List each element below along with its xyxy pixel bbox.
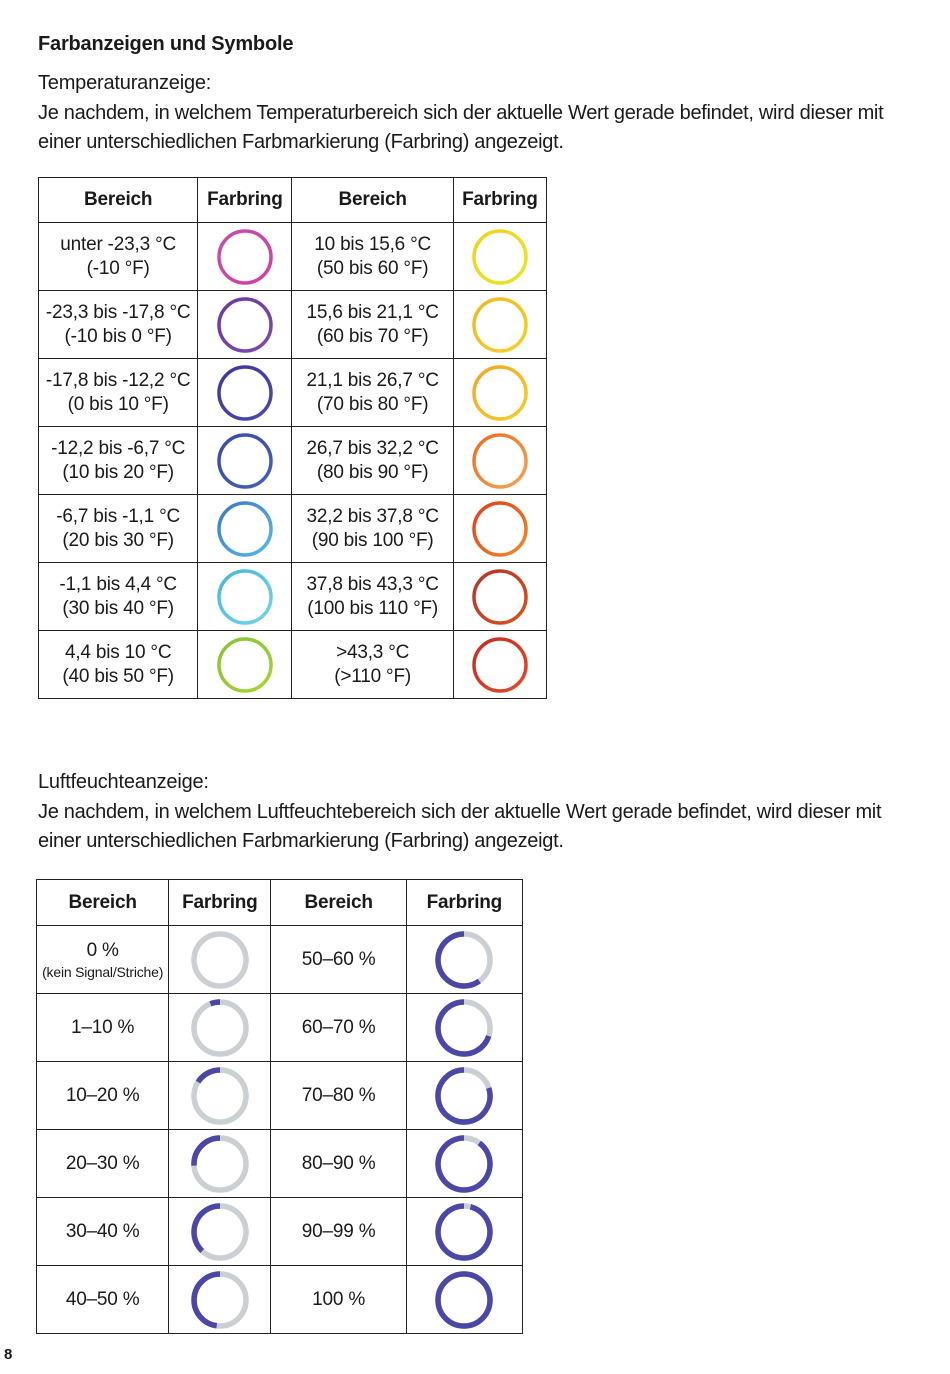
humidity-ring-right [406,1198,522,1266]
humidity-description-line2: einer unterschiedlichen Farbmarkierung (Farbring) angezeigt. [38,830,564,852]
range-percent: 0 % [86,939,119,961]
range-celsius: 4,4 bis 10 °C [64,641,172,663]
humidity-ring-icon [188,1200,252,1264]
temperature-table-header [39,178,547,223]
temperature-table [38,177,547,699]
humidity-ring-icon [188,1064,252,1128]
range-celsius: 10 bis 15,6 °C [314,233,432,255]
range-celsius: 21,1 bis 26,7 °C [306,369,439,391]
range-celsius: 32,2 bis 37,8 °C [306,505,439,527]
humidity-row [37,1198,523,1266]
range-celsius: unter -23,3 °C [60,233,176,255]
header-range-right: Bereich [292,178,453,223]
humidity-row [37,994,523,1062]
range-fahrenheit: (0 bis 10 °F) [67,393,169,415]
humidity-range-left [37,994,169,1062]
range-celsius: 26,7 bis 32,2 °C [306,437,439,459]
humidity-row [37,1062,523,1130]
temperature-range-right [292,563,453,631]
header-range-left: Bereich [39,178,198,223]
temperature-range-left [39,563,198,631]
temperature-row [39,359,547,427]
humidity-ring-icon [188,1132,252,1196]
humidity-ring-left [169,1062,271,1130]
range-fahrenheit: (-10 bis 0 °F) [64,325,172,347]
humidity-ring-left [169,1198,271,1266]
temperature-ring-right [453,427,546,495]
temperature-ring-left [198,631,292,699]
color-ring-icon [214,498,276,560]
header-range-right: Bereich [271,880,406,926]
humidity-row [37,1130,523,1198]
range-celsius: -23,3 bis -17,8 °C [45,301,191,323]
temperature-range-right [292,223,453,291]
humidity-range-left [37,1266,169,1334]
humidity-range-left [37,1198,169,1266]
range-fahrenheit: (70 bis 80 °F) [316,393,429,415]
humidity-ring-icon [432,1200,496,1264]
range-celsius: -12,2 bis -6,7 °C [51,437,186,459]
range-percent: 10–20 % [65,1084,140,1106]
color-ring-icon [469,362,531,424]
temperature-description [38,99,928,157]
temperature-range-left [39,223,198,291]
humidity-fill-arc [438,1138,490,1190]
range-fahrenheit: (-10 °F) [86,257,150,279]
humidity-table [36,879,523,1334]
color-ring-icon [214,566,276,628]
page-heading: Farbanzeigen und Symbole [38,33,294,55]
range-percent: 20–30 % [65,1152,140,1174]
humidity-ring-left [169,994,271,1062]
range-fahrenheit: (10 bis 20 °F) [62,461,174,483]
temperature-ring-left [198,495,292,563]
color-ring-icon [469,294,531,356]
range-fahrenheit: (40 bis 50 °F) [62,665,174,687]
temperature-ring-right [453,563,546,631]
humidity-ring-icon [432,928,496,992]
temperature-ring-right [453,631,546,699]
temperature-range-left [39,495,198,563]
temperature-range-left [39,631,198,699]
humidity-ring-icon [188,996,252,1060]
humidity-title: Luftfeuchteanzeige: [38,771,209,793]
range-note: (kein Signal/Striche) [42,963,164,980]
humidity-row [37,926,523,994]
range-fahrenheit: (90 bis 100 °F) [311,529,434,551]
temperature-ring-left [198,223,292,291]
temperature-ring-right [453,223,546,291]
range-fahrenheit: (80 bis 90 °F) [316,461,429,483]
humidity-ring-icon [188,1268,252,1332]
color-ring-icon [214,226,276,288]
humidity-range-left [37,1130,169,1198]
header-ring-left: Farbring [198,178,292,223]
humidity-range-right [271,1266,406,1334]
humidity-range-left [37,1062,169,1130]
humidity-ring-left [169,1266,271,1334]
humidity-ring-icon [432,1268,496,1332]
temperature-range-right [292,631,453,699]
humidity-row [37,1266,523,1334]
humidity-range-right [271,994,406,1062]
humidity-description-line1: Je nachdem, in welchem Luftfeuchtebereich sich der aktuelle Wert gerade befindet, wird dieser mit [38,801,882,823]
humidity-description [38,798,928,856]
humidity-ring-right [406,1130,522,1198]
range-percent: 80–90 % [301,1152,376,1174]
humidity-fill-arc [438,1206,490,1258]
header-ring-right: Farbring [453,178,546,223]
temperature-ring-right [453,359,546,427]
header-range-left: Bereich [37,880,169,926]
temperature-range-right [292,359,453,427]
color-ring-icon [214,294,276,356]
humidity-ring-icon [432,996,496,1060]
humidity-ring-right [406,1266,522,1334]
temperature-row [39,631,547,699]
color-ring-icon [214,362,276,424]
temperature-ring-left [198,291,292,359]
humidity-ring-left [169,1130,271,1198]
range-percent: 1–10 % [71,1016,135,1038]
humidity-ring-right [406,1062,522,1130]
humidity-range-right [271,1198,406,1266]
color-ring-icon [469,566,531,628]
temperature-range-right [292,495,453,563]
temperature-range-left [39,359,198,427]
range-celsius: -17,8 bis -12,2 °C [45,369,191,391]
header-ring-left: Farbring [169,880,271,926]
range-fahrenheit: (>110 °F) [334,665,411,687]
humidity-ring-left [169,926,271,994]
temperature-row [39,427,547,495]
color-ring-icon [469,430,531,492]
humidity-fill-arc [194,1138,220,1166]
range-celsius: 15,6 bis 21,1 °C [306,301,439,323]
range-fahrenheit: (30 bis 40 °F) [62,597,174,619]
humidity-ring-icon [432,1064,496,1128]
color-ring-icon [214,634,276,696]
range-celsius: 37,8 bis 43,3 °C [306,573,439,595]
temperature-description-line2: einer unterschiedlichen Farbmarkierung (Farbring) angezeigt. [38,131,564,153]
humidity-ring-right [406,994,522,1062]
temperature-range-left [39,291,198,359]
range-celsius: -1,1 bis 4,4 °C [59,573,177,595]
range-fahrenheit: (100 bis 110 °F) [307,597,439,619]
range-celsius: -6,7 bis -1,1 °C [56,505,181,527]
color-ring-icon [214,430,276,492]
range-fahrenheit: (20 bis 30 °F) [62,529,174,551]
temperature-row [39,291,547,359]
temperature-ring-right [453,291,546,359]
humidity-fill-arc [194,1274,220,1326]
temperature-ring-left [198,359,292,427]
temperature-ring-left [198,427,292,495]
range-celsius: >43,3 °C [336,641,410,663]
humidity-ring-right [406,926,522,994]
humidity-range-left [37,926,169,994]
humidity-ring-icon [188,928,252,992]
humidity-fill-arc [210,1002,220,1004]
range-percent: 60–70 % [301,1016,376,1038]
color-ring-icon [469,226,531,288]
range-percent: 70–80 % [301,1084,376,1106]
range-percent: 40–50 % [65,1288,140,1310]
page-number: 8 [4,1346,13,1363]
temperature-ring-right [453,495,546,563]
humidity-ring-icon [432,1132,496,1196]
temperature-row [39,495,547,563]
humidity-fill-arc [194,1206,220,1251]
range-percent: 50–60 % [301,948,376,970]
temperature-range-right [292,291,453,359]
range-percent: 90–99 % [301,1220,376,1242]
header-ring-right: Farbring [406,880,522,926]
range-fahrenheit: (60 bis 70 °F) [316,325,429,347]
humidity-range-right [271,1062,406,1130]
range-fahrenheit: (50 bis 60 °F) [316,257,429,279]
humidity-fill-arc [438,934,479,986]
range-percent: 100 % [312,1288,366,1310]
color-ring-icon [469,634,531,696]
range-percent: 30–40 % [65,1220,140,1242]
humidity-table-header [37,880,523,926]
temperature-description-line1: Je nachdem, in welchem Temperaturbereich sich der aktuelle Wert gerade befindet, wird dieser mit [38,102,884,124]
temperature-range-left [39,427,198,495]
temperature-title: Temperaturanzeige: [38,72,212,94]
temperature-row [39,223,547,291]
temperature-row [39,563,547,631]
humidity-range-right [271,1130,406,1198]
temperature-range-right [292,427,453,495]
temperature-ring-left [198,563,292,631]
color-ring-icon [469,498,531,560]
humidity-fill-arc [198,1070,220,1082]
humidity-range-right [271,926,406,994]
